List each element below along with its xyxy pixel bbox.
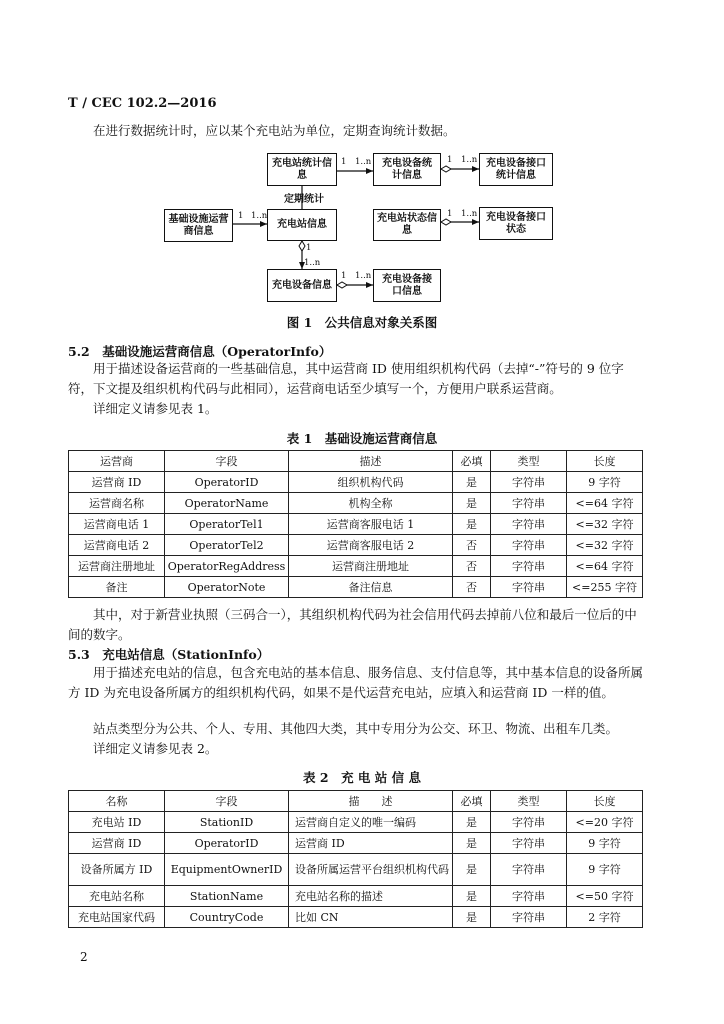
table-header-cell: 必填 bbox=[453, 451, 491, 472]
table-header-cell: 必填 bbox=[453, 791, 491, 812]
table-cell: 是 bbox=[453, 907, 491, 928]
table-header-cell: 类型 bbox=[491, 791, 567, 812]
table-row bbox=[69, 472, 643, 493]
section-5-3-paragraph-3: 详细定义请参见表 2。 bbox=[93, 741, 218, 756]
table-cell: 是 bbox=[453, 812, 491, 833]
mult-label: 1 bbox=[341, 157, 347, 167]
table-cell: 是 bbox=[453, 493, 491, 514]
table-header-cell: 类型 bbox=[491, 451, 567, 472]
arrow-head-4 bbox=[472, 219, 479, 225]
table-cell: 字符串 bbox=[491, 556, 567, 577]
table-cell: 运营商客服电话 2 bbox=[289, 535, 453, 556]
figure-1-connectors bbox=[0, 0, 724, 340]
table-cell: <=255 字符 bbox=[567, 577, 643, 598]
table-row bbox=[69, 907, 643, 928]
table-cell: 机构全称 bbox=[289, 493, 453, 514]
table-cell: 字符串 bbox=[491, 907, 567, 928]
mult-label: 1..n bbox=[251, 211, 268, 221]
table-cell: 2 字符 bbox=[567, 907, 643, 928]
mult-label: 1..n bbox=[355, 271, 372, 281]
box-station-info: 充电站信息 bbox=[267, 209, 337, 241]
table-header-cell: 描述 bbox=[289, 451, 453, 472]
table-cell: 运营商 ID bbox=[69, 833, 165, 854]
table-cell: 充电站 ID bbox=[69, 812, 165, 833]
table-cell: 运营商客服电话 1 bbox=[289, 514, 453, 535]
table-cell: 是 bbox=[453, 833, 491, 854]
table-row bbox=[69, 556, 643, 577]
table-cell: 字符串 bbox=[491, 812, 567, 833]
box-operator-info: 基础设施运营商信息 bbox=[164, 209, 233, 242]
intro-paragraph: 在进行数据统计时，应以某个充电站为单位，定期查询统计数据。 bbox=[93, 123, 456, 138]
table-cell: 备注 bbox=[69, 577, 165, 598]
table-cell: StationID bbox=[165, 812, 289, 833]
table-cell: CountryCode bbox=[165, 907, 289, 928]
table-header-cell: 描 述 bbox=[289, 791, 453, 812]
periodic-stats-label: 定期统计 bbox=[284, 194, 324, 205]
table-cell: 否 bbox=[453, 535, 491, 556]
section-5-3-title: 5.3 充电站信息（StationInfo） bbox=[68, 647, 270, 662]
table-cell: 设备所属方 ID bbox=[69, 854, 165, 886]
section-5-2-title: 5.2 基础设施运营商信息（OperatorInfo） bbox=[68, 344, 332, 359]
aggregation-diamond-4 bbox=[337, 282, 347, 288]
table-cell: 否 bbox=[453, 556, 491, 577]
table-cell: 组织机构代码 bbox=[289, 472, 453, 493]
table-cell: 字符串 bbox=[491, 472, 567, 493]
table-cell: 字符串 bbox=[491, 577, 567, 598]
box-equipment-info: 充电设备信息 bbox=[267, 269, 337, 302]
table-cell: 是 bbox=[453, 854, 491, 886]
page-number: 2 bbox=[80, 950, 88, 964]
after-table-1-paragraph: 其中，对于新营业执照（三码合一），其组织机构代码为社会信用代码去掉前八位和最后一位后的中间的数字。 bbox=[68, 607, 637, 642]
table-cell: 充电站国家代码 bbox=[69, 907, 165, 928]
box-connector-status: 充电设备接口状态 bbox=[479, 207, 553, 240]
table-1 bbox=[68, 450, 643, 598]
table-cell: StationName bbox=[165, 886, 289, 907]
table-row bbox=[69, 833, 643, 854]
figure-1-caption: 图 1 公共信息对象关系图 bbox=[286, 315, 438, 330]
table-cell: 是 bbox=[453, 514, 491, 535]
table-row bbox=[69, 812, 643, 833]
section-5-2-reference: 详细定义请参见表 1。 bbox=[93, 401, 218, 416]
table-cell: 运营商电话 1 bbox=[69, 514, 165, 535]
table-cell: 字符串 bbox=[491, 833, 567, 854]
table-cell: 是 bbox=[453, 472, 491, 493]
table-row bbox=[69, 577, 643, 598]
box-station-status: 充电站状态信息 bbox=[373, 209, 441, 241]
table-cell: 9 字符 bbox=[567, 472, 643, 493]
table-cell: 运营商注册地址 bbox=[69, 556, 165, 577]
table-header-cell: 字段 bbox=[165, 791, 289, 812]
mult-label: 1..n bbox=[461, 155, 478, 165]
table-row bbox=[69, 535, 643, 556]
document-standard-id: T / CEC 102.2—2016 bbox=[68, 96, 217, 111]
table-2-caption: 表 2 充 电 站 信 息 bbox=[303, 770, 421, 785]
table-cell: 是 bbox=[453, 886, 491, 907]
table-cell: 运营商自定义的唯一编码 bbox=[289, 812, 453, 833]
table-cell: 充电站名称 bbox=[69, 886, 165, 907]
table-cell: 比如 CN bbox=[289, 907, 453, 928]
table-cell: OperatorTel2 bbox=[165, 535, 289, 556]
section-5-2-paragraph: 用于描述设备运营商的一些基础信息，其中运营商 ID 使用组织机构代码（去掉“-”符号的 9 位字符，下文提及组织机构代码与此相同），运营商电话至少填写一个，方便用户联系运营商。 bbox=[68, 361, 624, 396]
box-connector-stats: 充电设备接口统计信息 bbox=[479, 153, 553, 186]
table-header-row bbox=[69, 791, 643, 812]
aggregation-diamond-1 bbox=[441, 166, 451, 172]
table-row bbox=[69, 514, 643, 535]
box-station-stats: 充电站统计信息 bbox=[267, 153, 337, 186]
mult-label: 1 bbox=[447, 209, 453, 219]
arrow-head-6 bbox=[366, 282, 373, 288]
box-equipment-stats: 充电设备统计信息 bbox=[373, 153, 441, 186]
table-cell: 运营商 ID bbox=[289, 833, 453, 854]
mult-label: 1..n bbox=[304, 258, 321, 268]
section-5-3-paragraph-2: 站点类型分为公共、个人、专用、其他四大类，其中专用分为公交、环卫、物流、出租车几类。 bbox=[93, 721, 619, 736]
arrow-head-3 bbox=[260, 221, 267, 227]
table-cell: 运营商注册地址 bbox=[289, 556, 453, 577]
table-cell: 9 字符 bbox=[567, 833, 643, 854]
table-cell: 字符串 bbox=[491, 514, 567, 535]
arrow-head-2 bbox=[472, 166, 479, 172]
table-row bbox=[69, 886, 643, 907]
table-cell: EquipmentOwnerID bbox=[165, 854, 289, 886]
table-cell: <=50 字符 bbox=[567, 886, 643, 907]
table-cell: OperatorRegAddress bbox=[165, 556, 289, 577]
arrow-head-1 bbox=[366, 168, 373, 174]
table-row bbox=[69, 854, 643, 886]
table-cell: 否 bbox=[453, 577, 491, 598]
table-1-caption: 表 1 基础设施运营商信息 bbox=[286, 431, 438, 446]
mult-label: 1..n bbox=[461, 209, 478, 219]
table-cell: 运营商名称 bbox=[69, 493, 165, 514]
table-cell: 字符串 bbox=[491, 535, 567, 556]
box-equipment-connector: 充电设备接口信息 bbox=[373, 269, 441, 302]
table-header-cell: 运营商 bbox=[69, 451, 165, 472]
table-cell: <=20 字符 bbox=[567, 812, 643, 833]
table-cell: 设备所属运营平台组织机构代码 bbox=[289, 854, 453, 886]
table-2 bbox=[68, 790, 643, 928]
mult-label: 1 bbox=[447, 155, 453, 165]
table-header-cell: 名称 bbox=[69, 791, 165, 812]
table-row bbox=[69, 493, 643, 514]
table-header-cell: 长度 bbox=[567, 451, 643, 472]
table-cell: <=32 字符 bbox=[567, 535, 643, 556]
section-5-3-paragraph-1: 用于描述充电站的信息，包含充电站的基本信息、服务信息、支付信息等，其中基本信息的设备所属方 ID 为充电设备所属方的组织机构代码，如果不是代运营充电站，应填入和运营商 ID 一样的值。 bbox=[68, 665, 644, 700]
table-header-cell: 字段 bbox=[165, 451, 289, 472]
table-cell: OperatorNote bbox=[165, 577, 289, 598]
mult-label: 1 bbox=[238, 211, 244, 221]
table-cell: 运营商电话 2 bbox=[69, 535, 165, 556]
aggregation-diamond-3 bbox=[299, 241, 305, 251]
mult-label: 1 bbox=[306, 243, 312, 253]
table-cell: 充电站名称的描述 bbox=[289, 886, 453, 907]
table-cell: 9 字符 bbox=[567, 854, 643, 886]
table-header-cell: 长度 bbox=[567, 791, 643, 812]
table-cell: <=32 字符 bbox=[567, 514, 643, 535]
table-cell: 字符串 bbox=[491, 854, 567, 886]
table-cell: 运营商 ID bbox=[69, 472, 165, 493]
table-cell: OperatorID bbox=[165, 833, 289, 854]
aggregation-diamond-2 bbox=[441, 219, 451, 225]
table-cell: 字符串 bbox=[491, 493, 567, 514]
table-cell: 备注信息 bbox=[289, 577, 453, 598]
table-cell: <=64 字符 bbox=[567, 493, 643, 514]
table-cell: OperatorName bbox=[165, 493, 289, 514]
table-cell: OperatorID bbox=[165, 472, 289, 493]
table-header-row bbox=[69, 451, 643, 472]
mult-label: 1..n bbox=[355, 157, 372, 167]
mult-label: 1 bbox=[341, 271, 347, 281]
table-cell: 字符串 bbox=[491, 886, 567, 907]
table-cell: OperatorTel1 bbox=[165, 514, 289, 535]
table-cell: <=64 字符 bbox=[567, 556, 643, 577]
